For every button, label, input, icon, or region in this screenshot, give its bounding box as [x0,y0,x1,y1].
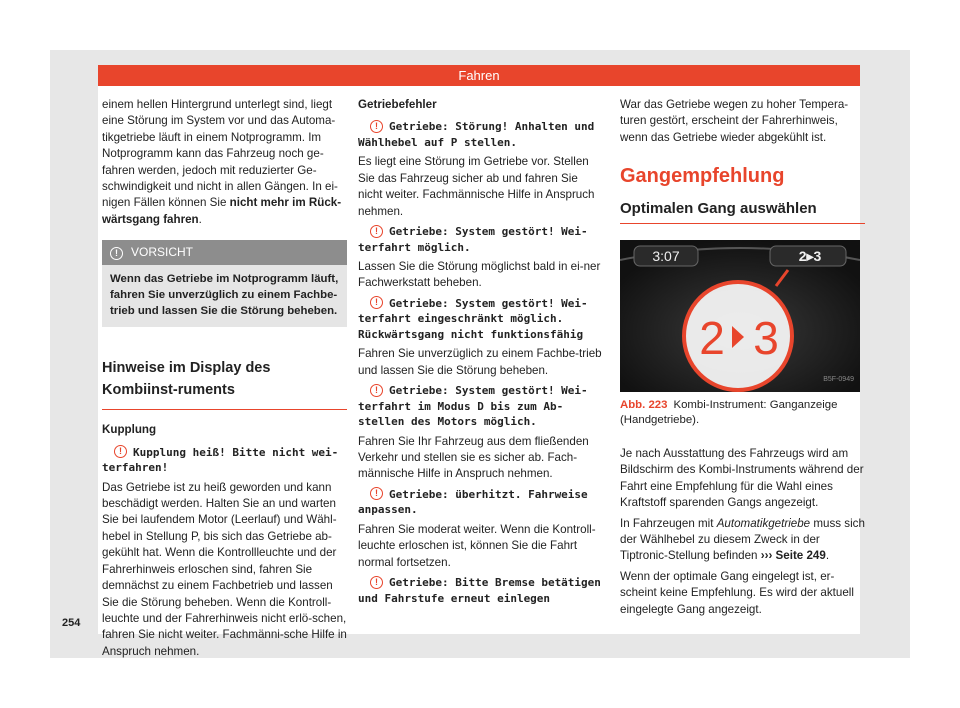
gear-from-large: 2 [699,312,725,365]
body-paragraph [620,516,865,565]
chapter-header: Fahren [98,65,860,86]
message-text: Getriebe: System gestört! Wei-terfahrt möglich. [358,225,588,254]
sub-title: Optimalen Gang auswählen [620,201,865,224]
body-paragraph: Wenn der optimale Gang eingelegt ist, er-scheint keine Empfehlung. Es wird der aktuell eingelegte Gang angezeigt. [620,569,854,616]
warning-icon: ! [370,225,383,238]
message-1 [102,445,347,476]
warning-icon: ! [110,247,123,260]
body-paragraph: Fahren Sie unverzüglich zu einem Fachbe-trieb und lassen Sie die Störung beheben. [358,347,602,377]
text: . [825,549,830,563]
intro-paragraph: War das Getriebe wegen zu hoher Tempera-turen gestört, erscheint der Fahrerhinweis, wenn das Getriebe wieder abgekühlt ist. [620,98,849,144]
caption-number: Abb. 223 [620,399,668,412]
page-reference-link[interactable]: ››› Seite 249 [760,549,826,563]
page-number: 254 [62,617,81,629]
warning-icon: ! [370,384,383,397]
message-text: Kupplung heiß! Bitte nicht wei-terfahren! [102,445,339,475]
instrument-display [620,240,860,392]
message-3 [358,296,603,343]
message-text: Getriebe: System gestört! Wei-terfahrt eingeschränkt möglich. Rückwärtsgang nicht funktionsfähig [358,296,588,341]
message-5 [358,487,603,518]
message-2 [358,224,603,255]
gear-to-large: 3 [753,312,779,365]
body-paragraph: Je nach Ausstattung des Fahrzeugs wird am Bildschirm des Kombi-Instruments während der Fahrt eine Empfehlung für die Wahl eines Kraftstoff sparenden Gangs angezeigt. [620,447,864,510]
caption-text: Kombi-Instrument: Ganganzeige (Handgetriebe). [620,399,838,427]
intro-bold-text: nicht mehr im Rück-wärtsgang fahren [102,196,342,226]
intro-end: . [198,212,202,226]
body-paragraph: Fahren Sie moderat weiter. Wenn die Kontroll-leuchte erloschen ist, können Sie die Fahrt normal fortsetzen. [358,522,596,569]
body-paragraph: Es liegt eine Störung im Getriebe vor. Stellen Sie das Fahrzeug sicher ab und fahren Sie nicht weiter. Fachmännische Hilfe in Anspruch nehmen. [358,155,595,218]
column-3 [620,97,865,622]
sub-heading-kupplung: Kupplung [102,423,157,437]
message-text: Getriebe: Bitte Bremse betätigen und Fahrstufe erneut einlegen [358,576,601,605]
caution-box [102,240,347,327]
warning-icon: ! [114,445,127,458]
caution-text: Wenn das Getriebe im Notprogramm läuft, fahren Sie unverzüglich zu einem Fachbe-trieb und lassen Sie die Störung beheben. [110,273,339,318]
message-1 [358,119,603,150]
column-2 [358,97,603,610]
column-1 [102,97,347,664]
instrument-figure [620,240,860,392]
warning-icon: ! [370,576,383,589]
message-text: Getriebe: überhitzt. Fahrweise anpassen. [358,487,588,517]
caution-label: VORSICHT [131,245,194,260]
text: muss sich der Wählhebel zu diesem Zweck in der Tiptronic-Stellung befinden [620,516,865,563]
figure-code: B5F-0949 [823,375,854,383]
intro-paragraph [102,97,347,228]
text: In Fahrzeugen mit [620,516,714,530]
figure-caption [620,398,865,428]
body-paragraph: Fahren Sie Ihr Fahrzeug aus dem fließenden Verkehr und stellen sie es sicher ab. Fach-männische Hilfe in Anspruch nehmen. [358,434,589,481]
heading-getriebefehler: Getriebefehler [358,98,437,111]
message-4 [358,383,603,430]
message-6 [358,575,603,606]
chapter-title: Gangempfehlung [620,165,785,188]
message-text: Getriebe: Störung! Anhalten und Wählhebel auf P stellen. [358,120,595,149]
body-paragraph: Lassen Sie die Störung möglichst bald in ei-ner Fachwerkstatt beheben. [358,260,601,290]
warning-icon: ! [370,296,383,309]
gear-recommendation-small: 2▸3 [798,248,822,265]
italic-text: Automatikgetriebe [716,516,811,530]
caution-header [102,240,347,265]
body-paragraph: Das Getriebe ist zu heiß geworden und kann beschädigt werden. Halten Sie an und warten Sie bei laufendem Motor (Leerlauf) und Wähl-hebel in Stellung P, bis sich das Getriebe ab-gekühlt hat. Wenn die Kontrollleuchte und der Fahrerhinweis erloschen sind, fahren Sie demnächst zu einem Fachbetrieb und lassen Sie die Störung beheben. Wenn die Kontroll-leuchte und der Fahrerhinweis nicht erlö-schen, fahren Sie nicht weiter. Fachmänni-sche Hilfe in Anspruch nehmen. [102,480,347,658]
warning-icon: ! [370,120,383,133]
section-title: Hinweise im Display des Kombiinst-ruments [102,343,347,410]
message-text: Getriebe: System gestört! Wei-terfahrt im Modus D bis zum Ab-stellen des Motors möglich. [358,384,588,429]
warning-icon: ! [370,487,383,500]
time-readout: 3:07 [652,248,680,265]
intro-text: einem hellen Hintergrund unterlegt sind, liegt eine Störung im System vor und das Automa-tikgetriebe läuft in einem Notprogramm. Im Notprogramm kann das Fahrzeug noch ge-fahren werden, jedoch mit reduzierter Ge-schwindigkeit und nicht in allen Gängen. In ei-nigen Fällen können Sie [102,98,338,210]
